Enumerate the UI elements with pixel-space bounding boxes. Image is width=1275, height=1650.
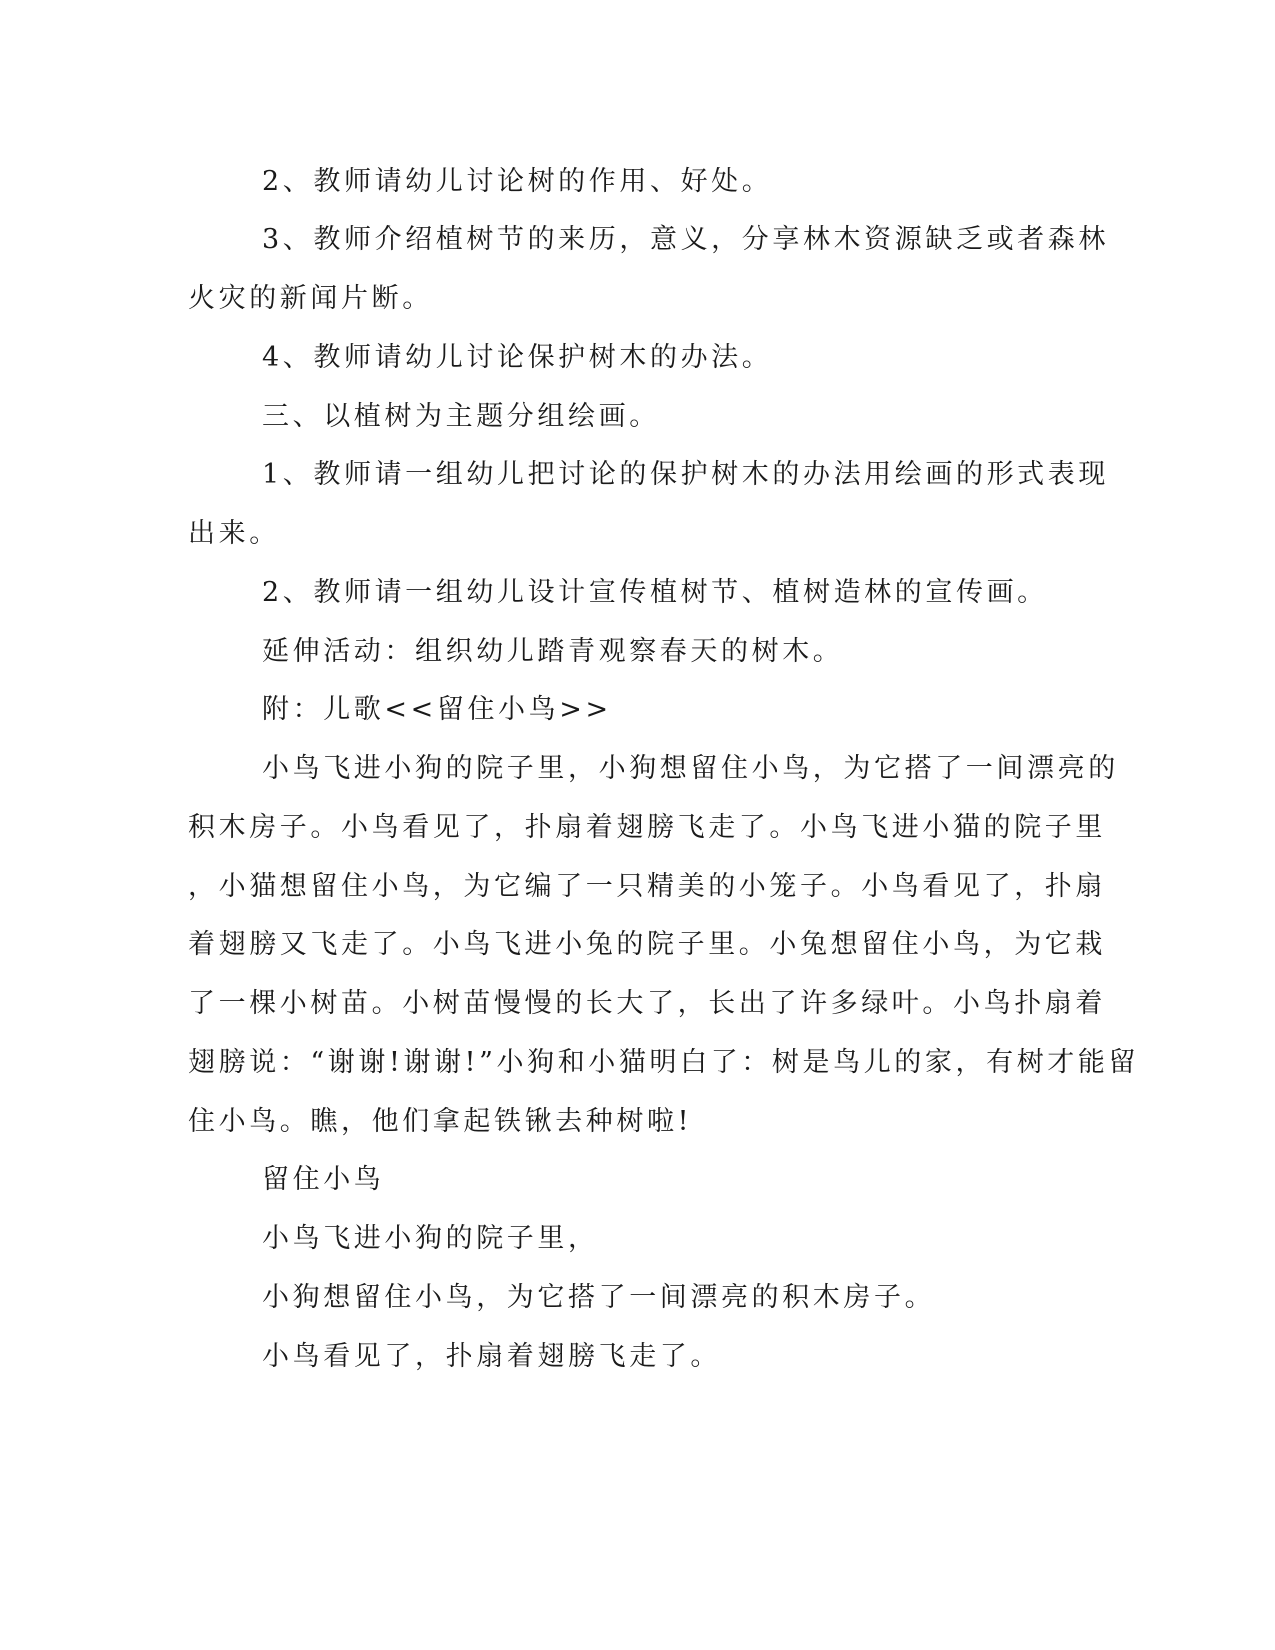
section-heading: 三、以植树为主题分组绘画。 [262, 401, 660, 432]
paragraph-line: 附：儿歌<<留住小鸟>> [262, 694, 612, 725]
paragraph-line: 延伸活动：组织幼儿踏青观察春天的树木。 [262, 636, 844, 667]
paragraph-line: 小鸟飞进小狗的院子里，小狗想留住小鸟，为它搭了一间漂亮的 [262, 753, 1119, 784]
paragraph-line: 了一棵小树苗。小树苗慢慢的长大了，长出了许多绿叶。小鸟扑扇着 [188, 988, 1106, 1019]
paragraph-line: 1、教师请一组幼儿把讨论的保护树木的办法用绘画的形式表现 [262, 459, 1109, 490]
paragraph-line: 翅膀说：“谢谢!谢谢!”小狗和小猫明白了：树是鸟儿的家，有树才能留 [188, 1047, 1140, 1078]
paragraph-line: 2、教师请幼儿讨论树的作用、好处。 [262, 166, 773, 197]
paragraph-line: 积木房子。小鸟看见了，扑扇着翅膀飞走了。小鸟飞进小猫的院子里 [188, 812, 1106, 843]
poem-line: 小鸟飞进小狗的院子里， [262, 1223, 599, 1254]
paragraph-line: ，小猫想留住小鸟，为它编了一只精美的小笼子。小鸟看见了，扑扇 [188, 871, 1106, 902]
paragraph-line: 火灾的新闻片断。 [188, 283, 433, 314]
paragraph-line: 住小鸟。瞧，他们拿起铁锹去种树啦! [188, 1106, 693, 1137]
paragraph-line: 着翅膀又飞走了。小鸟飞进小兔的院子里。小兔想留住小鸟，为它栽 [188, 929, 1106, 960]
poem-line: 小狗想留住小鸟，为它搭了一间漂亮的积木房子。 [262, 1282, 936, 1313]
poem-title: 留住小鸟 [262, 1164, 385, 1195]
paragraph-line: 4、教师请幼儿讨论保护树木的办法。 [262, 342, 773, 373]
paragraph-line: 出来。 [188, 518, 280, 549]
paragraph-line: 2、教师请一组幼儿设计宣传植树节、植树造林的宣传画。 [262, 577, 1048, 608]
poem-line: 小鸟看见了，扑扇着翅膀飞走了。 [262, 1341, 721, 1372]
paragraph-line: 3、教师介绍植树节的来历，意义，分享林木资源缺乏或者森林 [262, 224, 1109, 255]
